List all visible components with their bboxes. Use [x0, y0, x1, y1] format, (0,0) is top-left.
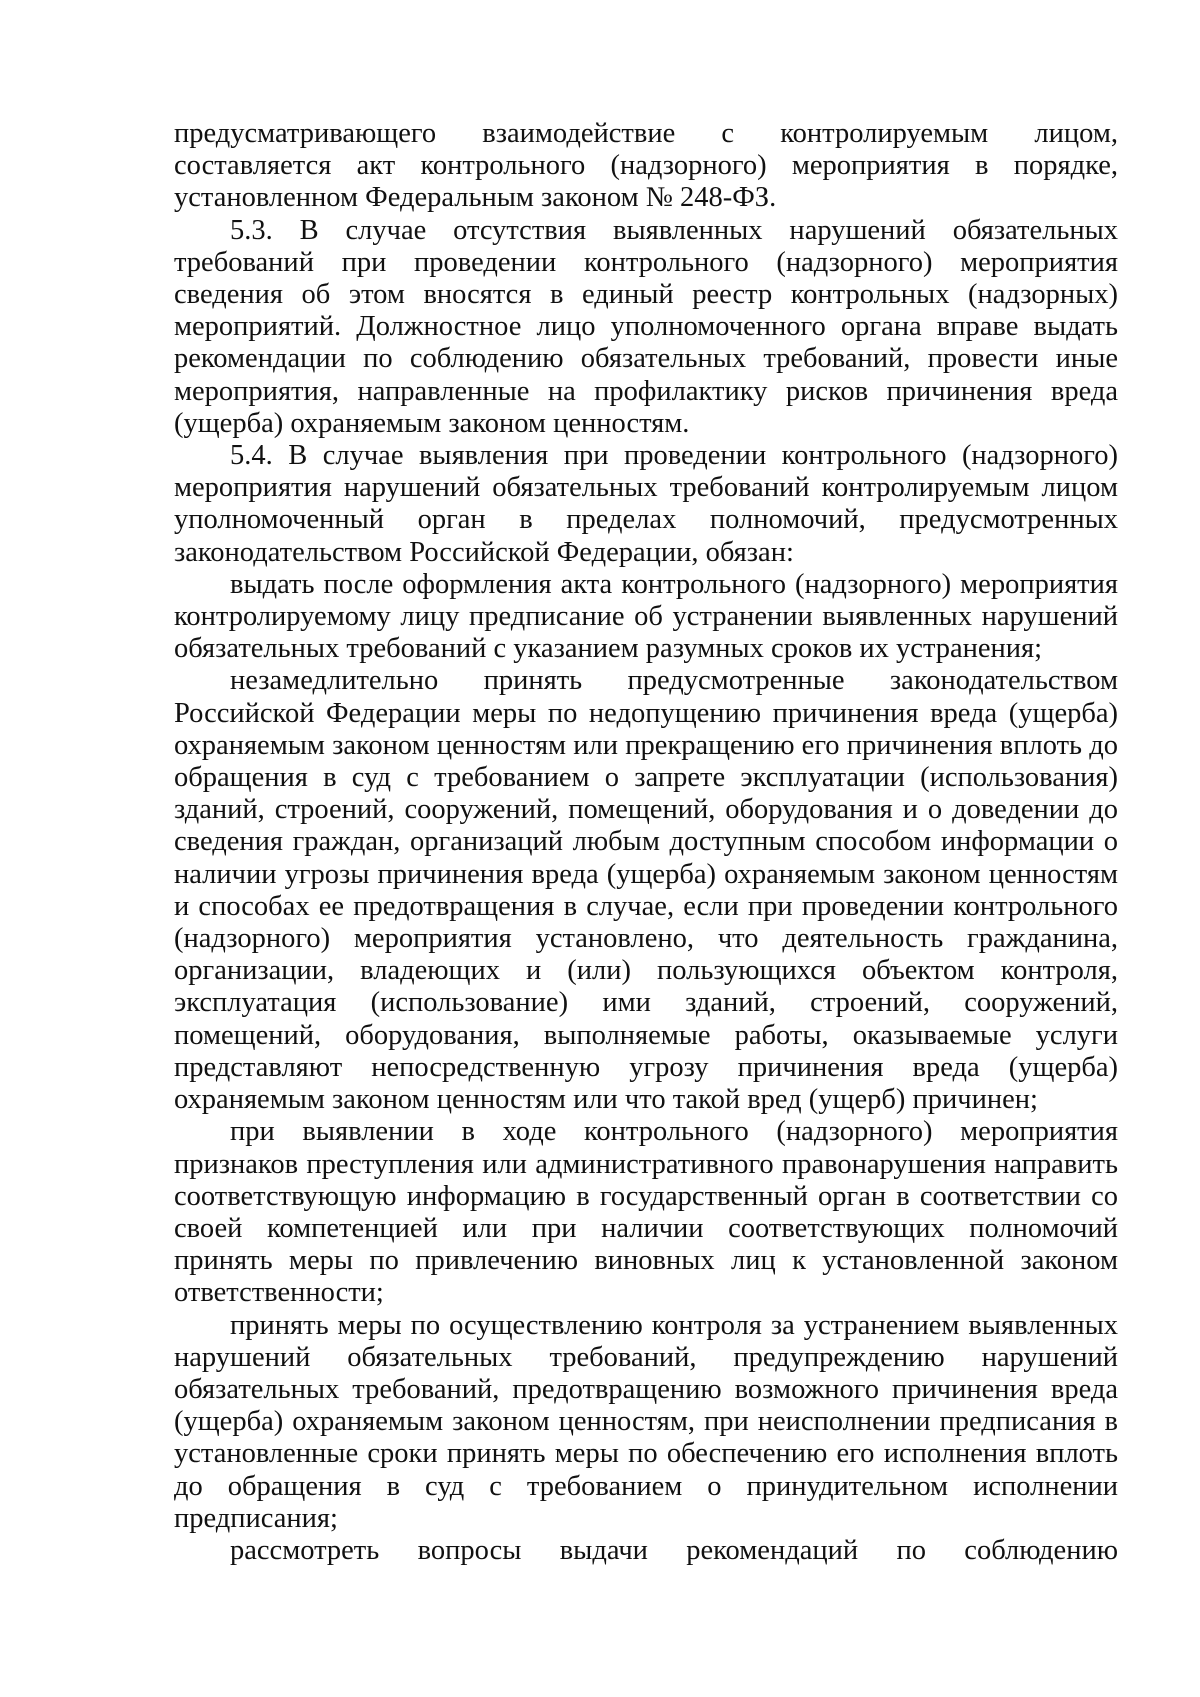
- document-page: [174, 118, 1118, 1567]
- paragraph-control-measures: принять меры по осуществлению контроля за устранением выявленных нарушений обязательных требований, предупреждению нарушений обязательных требований, предотвращению возможного причинения вреда (ущерба) охраняемым законом ценностям, при неисполнении предписания в установленные сроки принять меры по обеспечению его исполнения вплоть до обращения в суд с требованием о принудительном исполнении предписания;: [174, 1309, 1118, 1534]
- paragraph-recommendations: рассмотреть вопросы выдачи рекомендаций по соблюдению: [230, 1534, 1118, 1566]
- paragraph-issue-order: выдать после оформления акта контрольного (надзорного) мероприятия контролируемому лицу предписание об устранении выявленных нарушений обязательных требований с указанием разумных сроков их устранения;: [174, 568, 1118, 665]
- paragraph-continuation: предусматривающего взаимодействие с контролируемым лицом, составляется акт контрольного (надзорного) мероприятия в порядке, установленном Федеральным законом № 248-ФЗ.: [174, 118, 1118, 214]
- paragraph-crime-signs: при выявлении в ходе контрольного (надзорного) мероприятия признаков преступления или административного правонарушения направить соответствующую информацию в государственный орган в соответствии со своей компетенцией или при наличии соответствующих полномочий принять меры по привлечению виновных лиц к установленной законом ответственности;: [174, 1116, 1118, 1309]
- paragraph-5-4: 5.4. В случае выявления при проведении контрольного (надзорного) мероприятия нарушений обязательных требований контролируемым лицом уполномоченный орган в пределах полномочий, предусмотренных законодательством Российской Федерации, обязан:: [174, 440, 1118, 568]
- paragraph-immediate-measures: незамедлительно принять предусмотренные законодательством Российской Федерации меры по недопущению причинения вреда (ущерба) охраняемым законом ценностям или прекращению его причинения вплоть до обращения в суд с требованием о запрете эксплуатации (использования) зданий, строений, сооружений, помещений, оборудования и о доведении до сведения граждан, организаций любым доступным способом информации о наличии угрозы причинения вреда (ущерба) охраняемым законом ценностям и способах ее предотвращения в случае, если при проведении контрольного (надзорного) мероприятия установлено, что деятельность гражданина, организации, владеющих и (или) пользующихся объектом контроля, эксплуатация (использование) ими зданий, строений, сооружений, помещений, оборудования, выполняемые работы, оказываемые услуги представляют непосредственную угрозу причинения вреда (ущерба) охраняемым законом ценностям или что такой вред (ущерб) причинен;: [174, 665, 1118, 1116]
- paragraph-5-3: 5.3. В случае отсутствия выявленных нарушений обязательных требований при проведении контрольного (надзорного) мероприятия сведения об этом вносятся в единый реестр контрольных (надзорных) мероприятий. Должностное лицо уполномоченного органа вправе выдать рекомендации по соблюдению обязательных требований, провести иные мероприятия, направленные на профилактику рисков причинения вреда (ущерба) охраняемым законом ценностям.: [174, 214, 1118, 439]
